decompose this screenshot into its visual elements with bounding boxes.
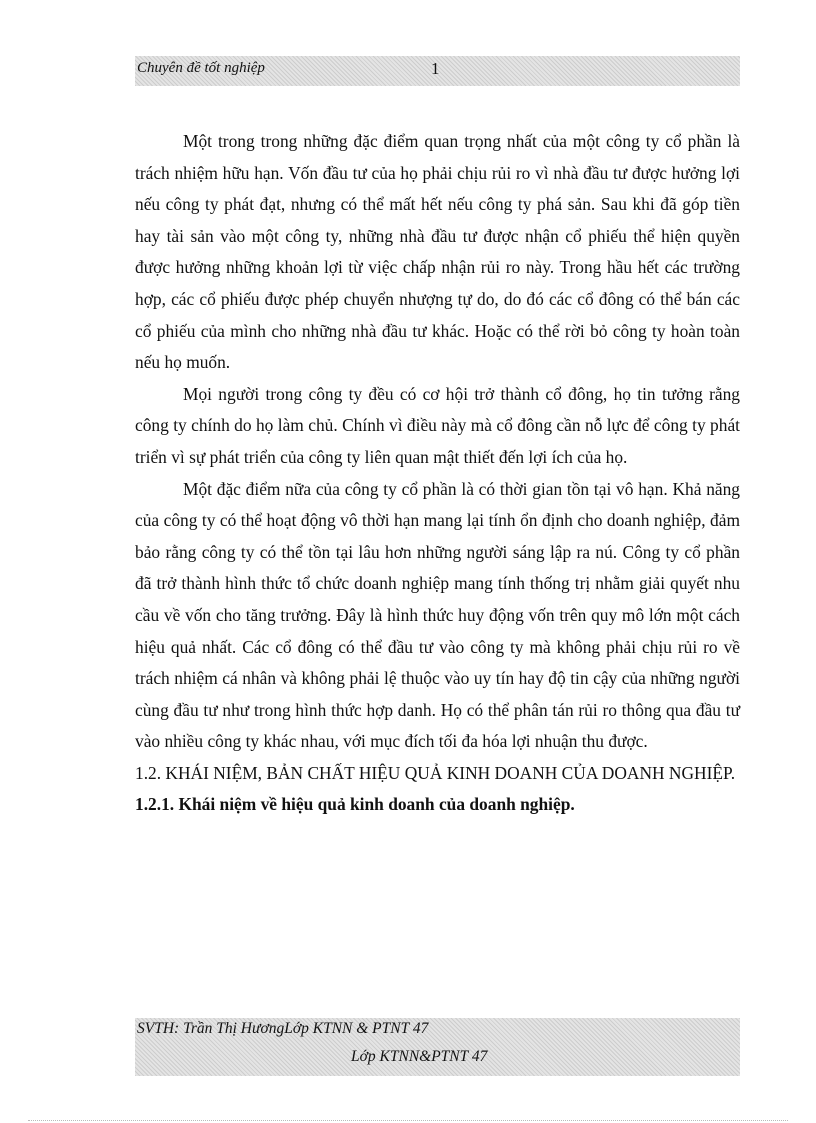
page-bottom-divider	[28, 1120, 788, 1121]
footer-author-line: SVTH: Trần Thị HươngLớp KTNN & PTNT 47	[137, 1020, 429, 1037]
document-body	[135, 126, 740, 821]
subsection-heading: 1.2.1. Khái niệm về hiệu quả kinh doanh của doanh nghiệp.	[135, 794, 575, 815]
paragraph-1: Một trong trong những đặc điểm quan trọng nhất của một công ty cổ phần là trách nhiệm hữu hạn. Vốn đầu tư của họ phải chịu rủi ro vì nhà đầu tư được hưởng lợi nếu công ty phát đạt, nhưng có thể mất hết nếu công ty phá sản. Sau khi đã góp tiền hay tài sản vào một công ty, những nhà đầu tư được nhận cổ phiếu thể hiện quyền được hưởng những khoản lợi từ việc chấp nhận rủi ro này. Trong hầu hết các trường hợp, các cổ phiếu được phép chuyển nhượng tự do, do đó các cổ đông có thể bán các cổ phiếu của mình cho những nhà đầu tư khác. Hoặc có thể rời bỏ công ty hoàn toàn nếu họ muốn.	[135, 131, 740, 373]
page-number: 1	[431, 59, 440, 78]
page-header	[135, 56, 740, 86]
page-footer	[135, 1018, 740, 1076]
header-title: Chuyên đề tốt nghiệp	[137, 60, 265, 76]
paragraph-3: Một đặc điểm nữa của công ty cổ phần là có thời gian tồn tại vô hạn. Khả năng của công ty có thể hoạt động vô thời hạn mang lại tính ổn định cho doanh nghiệp, đảm bảo rằng công ty có thể tồn tại lâu hơn những người sáng lập ra nú. Công ty cổ phần đã trở thành hình thức tổ chức doanh nghiệp mang tính thống trị nhằm giải quyết nhu cầu về vốn cho tăng trưởng. Đây là hình thức huy động vốn trên quy mô lớn một cách hiệu quả nhất. Các cổ đông có thể đầu tư vào công ty mà không phải chịu rủi ro về trách nhiệm cá nhân và không phải lệ thuộc vào uy tín hay độ tin cậy của những người cùng đầu tư như trong hình thức hợp danh. Họ có thể phân tán rủi ro thông qua đầu tư vào nhiều công ty khác nhau, với mục đích tối đa hóa lợi nhuận thu được.	[135, 478, 740, 752]
paragraph-2: Mọi người trong công ty đều có cơ hội trở thành cổ đông, họ tin tưởng rằng công ty chính do họ làm chủ. Chính vì điều này mà cổ đông cần nỗ lực để công ty phát triển vì sự phát triển của công ty liên quan mật thiết đến lợi ích của họ.	[135, 383, 740, 467]
section-heading: 1.2. KHÁI NIỆM, BẢN CHẤT HIỆU QUẢ KINH DOANH CỦA DOANH NGHIỆP.	[135, 762, 736, 783]
footer-class-line: Lớp KTNN&PTNT 47	[351, 1048, 488, 1065]
